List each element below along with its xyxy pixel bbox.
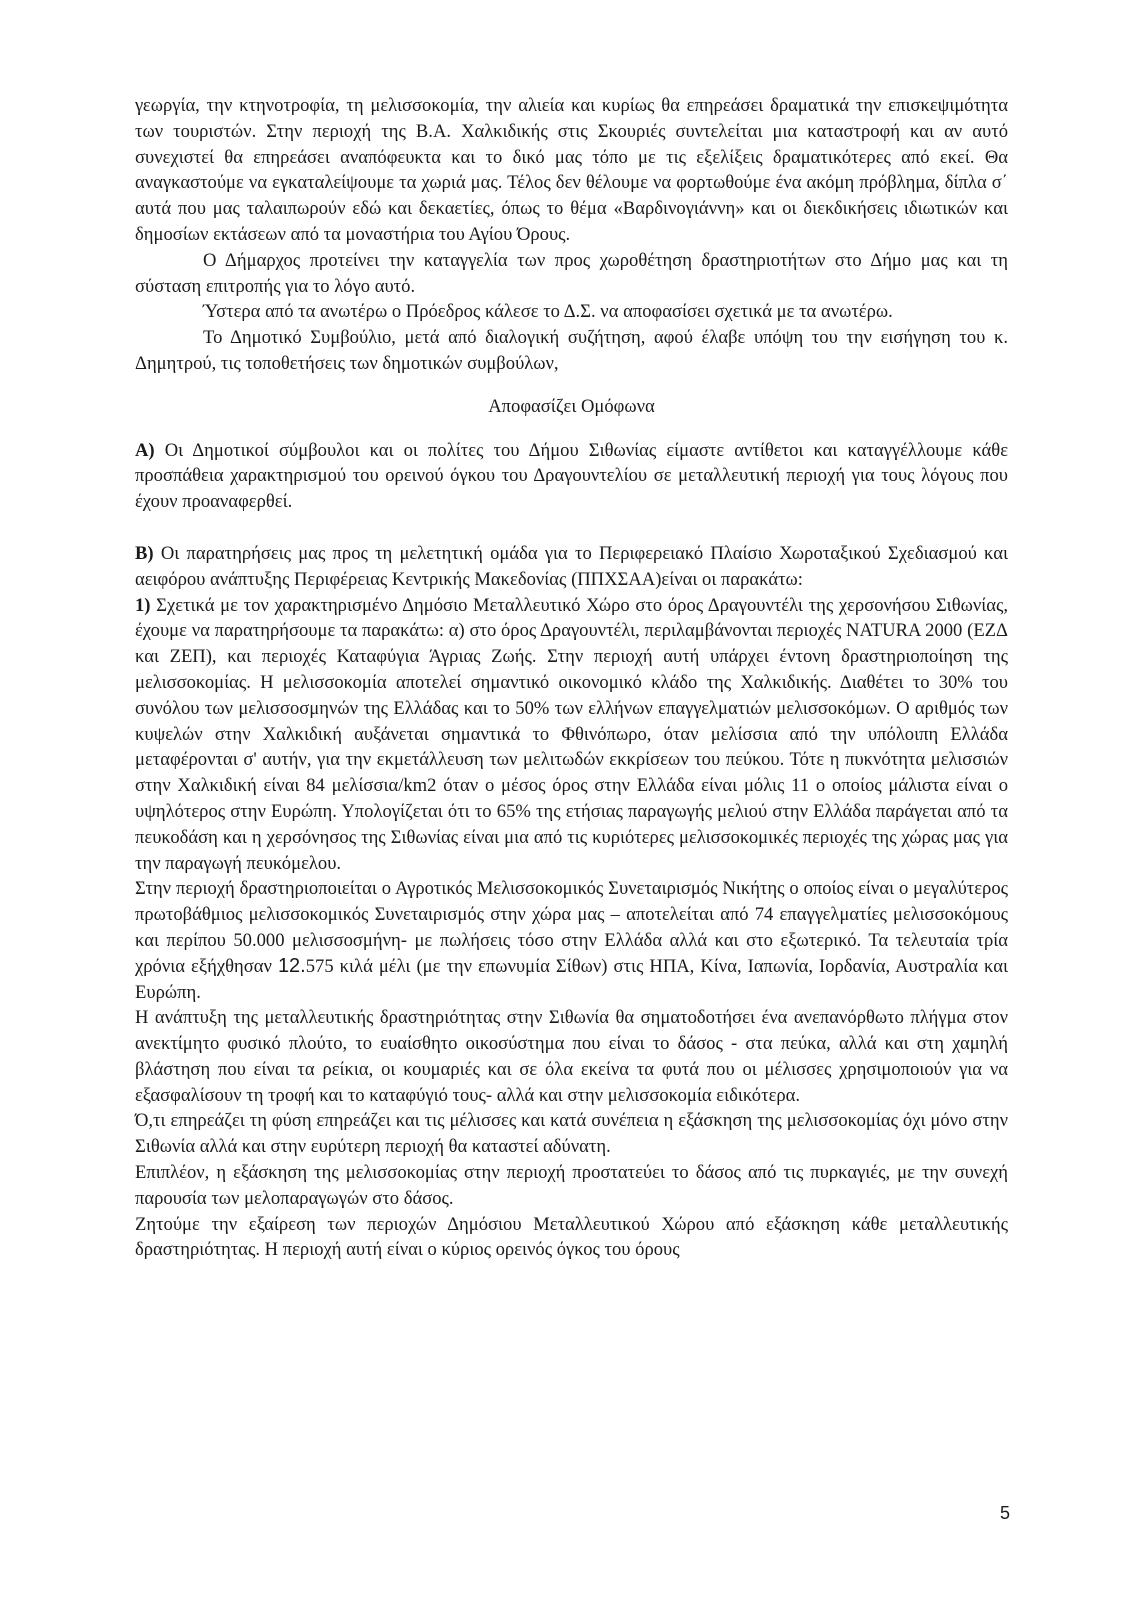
document-body bbox=[135, 93, 1008, 1263]
paragraph-forest-protection: Επιπλέον, η εξάσκηση της μελισσοκομίας στην περιοχή προστατεύει το δάσος από τις πυρκαγιές, με την συνεχή παρουσία των μελοπαραγωγών στο δάσος. bbox=[135, 1162, 1008, 1209]
paragraph-council-discussion: Το Δημοτικό Συμβούλιο, μετά από διαλογική συζήτηση, αφού έλαβε υπόψη του την εισήγηση του κ. Δημητρού, τις τοποθετήσεις των δημοτικών συμβούλων, bbox=[135, 327, 1008, 374]
cooperative-text-start: Στην περιοχή δραστηριοποιείται ο Αγροτικός Μελισσοκομικός Συνεταιρισμός Νικήτης ο οποίος είναι ο μεγαλύτερος πρωτοβάθμιος μελισσοκομικός Συνεταιρισμός στην χώρα μας – αποτελείται από 74 επαγγελματίες μελισσοκόμους και περίπου 50.000 μελισσοσμήνη- με πωλήσεις τόσο στην Ελλάδα αλλά και στο εξωτερικό. Τα τελευταία τρία χρόνια εξήχθησαν bbox=[135, 878, 1008, 977]
decision-heading: Αποφασίζει Ομόφωνα bbox=[488, 395, 655, 417]
section-a-text: Οι Δημοτικοί σύμβουλοι και οι πολίτες του Δήμου Σιθωνίας είμαστε αντίθετοι και καταγγέλλουμε κάθε προσπάθεια χαρακτηρισμού του ορεινού όγκου του Δραγουντελίου σε μεταλλευτική περιοχή για τους λόγους που έχουν προαναφερθεί. bbox=[135, 439, 1008, 513]
paragraph-nature-bees: Ό,τι επηρεάζει τη φύση επηρεάζει και τις μέλισσες και κατά συνέπεια η εξάσκηση της μελισσοκομίας όχι μόνο στην Σιθωνία αλλά και στην ευρύτερη περιοχή θα καταστεί αδύνατη. bbox=[135, 1110, 1008, 1158]
paragraph-consequences: γεωργία, την κτηνοτροφία, τη μελισσοκομία, την αλιεία και κυρίως θα επηρεάσει δραματικά την επισκεψιμότητα των τουριστών. Στην περιοχή της Β.Α. Χαλκιδικής στις Σκουριές συντελείται μια καταστροφή και αν αυτό συνεχιστεί θα επηρεάσει αναπόφευκτα και το δικό μας τόπο με τις εξελίξεις δραματικότερες από εκεί. Θα αναγκαστούμε να εγκαταλείψουμε τα χωριά μας. Τέλος δεν θέλουμε να φορτωθούμε ένα ακόμη πρόβλημα, δίπλα σ΄ αυτά που μας ταλαιπωρούν εδώ και δεκαετίες, όπως το θέμα «Βαρδινογιάννη» και οι διεκδικήσεις ιδιωτικών και δημοσίων εκτάσεων από τα μοναστήρια του Αγίου Όρους. bbox=[135, 95, 1008, 245]
item-1-label: 1) bbox=[135, 594, 151, 616]
section-b bbox=[135, 541, 1008, 593]
page-number: 5 bbox=[999, 1503, 1010, 1523]
paragraph-cooperative bbox=[135, 876, 1008, 1005]
section-a-label: Α) bbox=[135, 439, 155, 461]
paragraph-president-call: Ύστερα από τα ανωτέρω ο Πρόεδρος κάλεσε το Δ.Σ. να αποφασίσει σχετικά με τα ανωτέρω. bbox=[203, 301, 893, 323]
paragraph-mining-impact: Η ανάπτυξη της μεταλλευτικής δραστηριότητας στην Σιθωνία θα σηματοδοτήσει ένα ανεπανόρθωτο πλήγμα στον ανεκτίμητο φυσικό πλούτο, το ευαίσθητο οικοσύστημα που είναι το δάσος - στα πεύκα, αλλά και στη χαμηλή βλάστηση που είναι τα ρείκια, οι κουμαριές και σε όλα εκείνα τα φυτά που οι μέλισσες χρησιμοποιούν για να εξασφαλίσουν τη τροφή και το καταφύγιό τους- αλλά και στην μελισσοκομία ειδικότερα. bbox=[135, 1007, 1008, 1106]
paragraph-exclusion-request: Ζητούμε την εξαίρεση των περιοχών Δημόσιου Μεταλλευτικού Χώρου από εξάσκηση κάθε μεταλλευτικής δραστηριότητας. Η περιοχή αυτή είναι ο κύριος ορεινός όγκος του όρους bbox=[135, 1213, 1008, 1261]
section-b-text: Οι παρατηρήσεις μας προς τη μελετητική ομάδα για το Περιφερειακό Πλαίσιο Χωροταξικού Σχεδιασμού και αειφόρου ανάπτυξης Περιφέρειας Κεντρικής Μακεδονίας (ΠΠΧΣΑΑ)είναι οι παρακάτω: bbox=[135, 542, 1008, 590]
paragraph-mayor-proposal: Ο Δήμαρχος προτείνει την καταγγελία των προς χωροθέτηση δραστηριοτήτων στο Δήμο μας και τη σύσταση επιτροπής για το λόγο αυτό. bbox=[135, 249, 1008, 297]
item-1 bbox=[135, 593, 1008, 877]
exports-number: 12. bbox=[277, 954, 306, 977]
item-1-text: Σχετικά με τον χαρακτηρισμένο Δημόσιο Μεταλλευτικό Χώρο στο όρος Δραγουντέλι της χερσονήσου Σιθωνίας, έχουμε να παρατηρήσουμε τα παρακάτω: α) στο όρος Δραγουντέλι, περιλαμβάνονται περιοχές NATURA 2000 (ΕΖΔ και ΖΕΠ), και περιοχές Καταφύγια Άγριας Ζωής. Στην περιοχή αυτή υπάρχει έντονη δραστηριοποίηση της μελισσοκομίας. Η μελισσοκομία αποτελεί σημαντικό οικονομικό κλάδο της Χαλκιδικής. Διαθέτει το 30% του συνόλου των μελισσοσμηνών της Ελλάδας και το 50% των ελλήνων επαγγελματιών μελισσοκόμων. Ο αριθμός των κυψελών στην Χαλκιδική αυξάνεται σημαντικά το Φθινόπωρο, όταν μελίσσια από την υπόλοιπη Ελλάδα μεταφέρονται σ' αυτήν, για την εκμετάλλευση των μελιτωδών εκκρίσεων του πεύκου. Τότε η πυκνότητα μελισσιών στην Χαλκιδική είναι 84 μελίσσια/km2 όταν ο μέσος όρος στην Ελλάδα είναι μόλις 11 ο οποίος μάλιστα είναι ο υψηλότερος στην Ευρώπη. Υπολογίζεται ότι το 65% της ετήσιας παραγωγής μελιού στην Ελλάδα παράγεται από τα πευκοδάση και η χερσόνησος της Σιθωνίας είναι μια από τις κυριότερες μελισσοκομικές περιοχές της χώρας μας για την παραγωγή πευκόμελου. bbox=[135, 594, 1008, 874]
section-a bbox=[135, 438, 1008, 515]
cooperative-text-end: 575 κιλά μέλι (με την επωνυμία Σίθων) στις ΗΠΑ, Κίνα, Ιαπωνία, Ιορδανία, Αυστραλία και Ευρώπη. bbox=[135, 955, 1009, 1003]
section-b-label: Β) bbox=[135, 542, 154, 564]
